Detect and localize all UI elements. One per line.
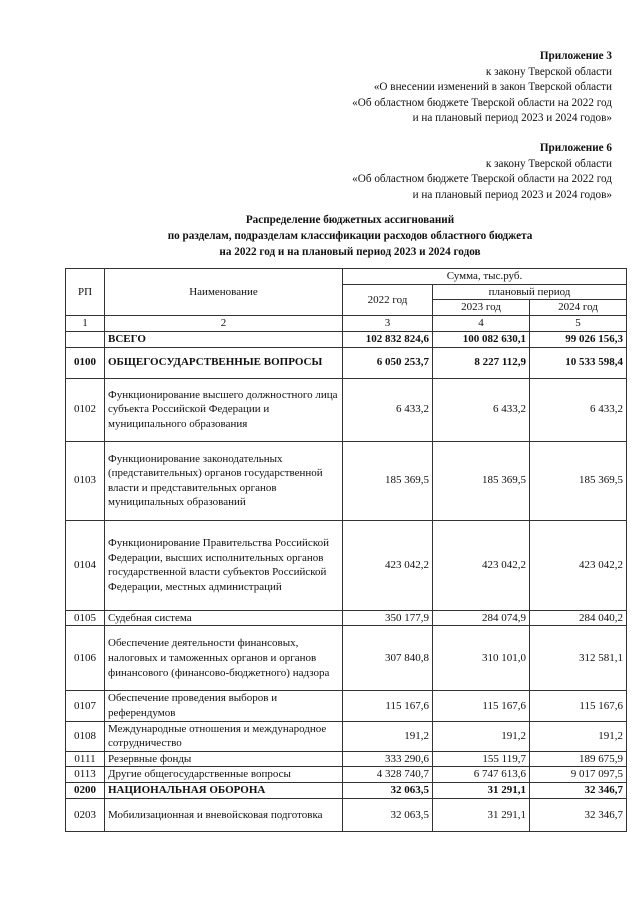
document-title [60, 212, 640, 260]
value-2022: 32 063,5 [343, 782, 433, 798]
row-name: Другие общегосударственные вопросы [105, 767, 343, 783]
row-name: НАЦИОНАЛЬНАЯ ОБОРОНА [105, 782, 343, 798]
table-row [66, 691, 627, 721]
row-name: Функционирование Правительства Российской Федерации, высших исполнительных органов государственной власти субъектов Российской Федерации, местных администраций [105, 520, 343, 610]
row-name: Судебная система [105, 610, 343, 626]
value-2023: 31 291,1 [433, 798, 530, 831]
header-2024: 2024 год [530, 300, 627, 316]
annex-6-title: Приложение 6 [539, 142, 612, 154]
table-row [66, 798, 627, 831]
row-name: Функционирование высшего должностного лица субъекта Российской Федерации и муниципального образования [105, 378, 343, 441]
row-code: 0105 [66, 610, 105, 626]
table-row [66, 782, 627, 798]
value-2022: 115 167,6 [343, 691, 433, 721]
value-2024: 9 017 097,5 [530, 767, 627, 783]
value-2024: 423 042,2 [530, 520, 627, 610]
annex-3-line: к закону Тверской области [485, 65, 612, 78]
value-2023: 155 119,7 [433, 751, 530, 767]
annex-3-header [352, 49, 612, 127]
row-code: 0103 [66, 441, 105, 520]
annex-6-line: к закону Тверской области [485, 157, 612, 170]
value-2024: 99 026 156,3 [530, 331, 627, 347]
value-2024: 115 167,6 [530, 691, 627, 721]
value-2023: 100 082 630,1 [433, 331, 530, 347]
row-code: 0100 [66, 347, 105, 378]
value-2024: 185 369,5 [530, 441, 627, 520]
value-2022: 102 832 824,6 [343, 331, 433, 347]
column-number: 1 [66, 316, 105, 332]
value-2022: 32 063,5 [343, 798, 433, 831]
row-code: 0111 [66, 751, 105, 767]
column-number: 5 [530, 316, 627, 332]
annex-6-line: «Об областном бюджете Тверской области на 2022 год [352, 173, 612, 186]
value-2024: 32 346,7 [530, 782, 627, 798]
table-row [66, 626, 627, 691]
value-2022: 191,2 [343, 721, 433, 751]
annex-3-title: Приложение 3 [539, 50, 612, 62]
row-code [66, 331, 105, 347]
row-code: 0108 [66, 721, 105, 751]
row-name: Мобилизационная и вневойсковая подготовка [105, 798, 343, 831]
table-row [66, 520, 627, 610]
row-name: Международные отношения и международное сотрудничество [105, 721, 343, 751]
table-row [66, 721, 627, 751]
header-2022: 2022 год [343, 284, 433, 316]
row-code: 0113 [66, 767, 105, 783]
annex-6-line: и на плановый период 2023 и 2024 годов» [412, 188, 612, 201]
title-line: по разделам, подразделам классификации расходов областного бюджета [167, 230, 533, 242]
row-code: 0104 [66, 520, 105, 610]
table-row [66, 378, 627, 441]
table-row [66, 767, 627, 783]
value-2023: 6 747 613,6 [433, 767, 530, 783]
table-row [66, 751, 627, 767]
row-name: ОБЩЕГОСУДАРСТВЕННЫЕ ВОПРОСЫ [105, 347, 343, 378]
header-2023: 2023 год [433, 300, 530, 316]
value-2023: 310 101,0 [433, 626, 530, 691]
value-2024: 191,2 [530, 721, 627, 751]
column-number: 2 [105, 316, 343, 332]
value-2023: 8 227 112,9 [433, 347, 530, 378]
row-name: Резервные фонды [105, 751, 343, 767]
row-code: 0107 [66, 691, 105, 721]
value-2024: 32 346,7 [530, 798, 627, 831]
row-code: 0106 [66, 626, 105, 691]
table-row [66, 441, 627, 520]
value-2022: 307 840,8 [343, 626, 433, 691]
row-name: ВСЕГО [105, 331, 343, 347]
budget-table [65, 268, 627, 832]
annex-3-line: «Об областном бюджете Тверской области на 2022 год [352, 96, 612, 109]
row-name: Функционирование законодательных (представительных) органов государственной власти и представительных органов муниципальных образований [105, 441, 343, 520]
table-row [66, 331, 627, 347]
column-number: 3 [343, 316, 433, 332]
value-2023: 185 369,5 [433, 441, 530, 520]
value-2024: 189 675,9 [530, 751, 627, 767]
value-2022: 4 328 740,7 [343, 767, 433, 783]
title-line: Распределение бюджетных ассигнований [245, 214, 455, 226]
table-row [66, 347, 627, 378]
value-2022: 423 042,2 [343, 520, 433, 610]
row-code: 0102 [66, 378, 105, 441]
header-rp: РП [66, 269, 105, 316]
title-line: на 2022 год и на плановый период 2023 и 2024 годов [219, 246, 481, 258]
table-row [66, 610, 627, 626]
value-2022: 6 433,2 [343, 378, 433, 441]
value-2022: 6 050 253,7 [343, 347, 433, 378]
value-2023: 115 167,6 [433, 691, 530, 721]
value-2024: 10 533 598,4 [530, 347, 627, 378]
value-2023: 423 042,2 [433, 520, 530, 610]
value-2023: 284 074,9 [433, 610, 530, 626]
row-name: Обеспечение деятельности финансовых, налоговых и таможенных органов и органов финансового (финансово-бюджетного) надзора [105, 626, 343, 691]
annex-3-line: «О внесении изменений в закон Тверской области [373, 81, 612, 94]
value-2024: 6 433,2 [530, 378, 627, 441]
annex-3-line: и на плановый период 2023 и 2024 годов» [412, 112, 612, 125]
row-code: 0203 [66, 798, 105, 831]
row-name: Обеспечение проведения выборов и референдумов [105, 691, 343, 721]
value-2024: 312 581,1 [530, 626, 627, 691]
header-sum: Сумма, тыс.руб. [343, 269, 627, 285]
value-2023: 6 433,2 [433, 378, 530, 441]
header-plan-period: плановый период [433, 284, 627, 300]
column-number: 4 [433, 316, 530, 332]
value-2023: 31 291,1 [433, 782, 530, 798]
value-2023: 191,2 [433, 721, 530, 751]
value-2022: 333 290,6 [343, 751, 433, 767]
value-2024: 284 040,2 [530, 610, 627, 626]
value-2022: 185 369,5 [343, 441, 433, 520]
annex-6-header [352, 141, 612, 203]
row-code: 0200 [66, 782, 105, 798]
value-2022: 350 177,9 [343, 610, 433, 626]
header-name: Наименование [105, 269, 343, 316]
